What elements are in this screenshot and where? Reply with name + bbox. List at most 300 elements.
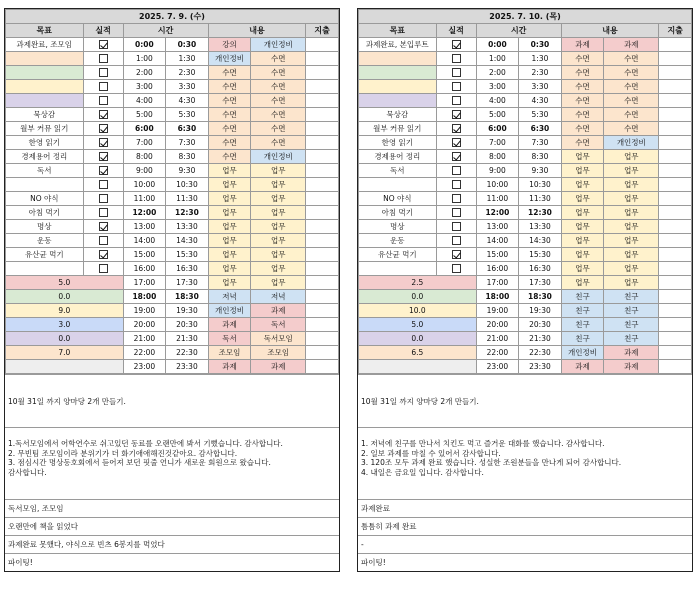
- gratitude-line: 1. 저녁에 친구를 만나서 치킨도 먹고 즐거운 대화를 했습니다. 감사합니다.: [361, 439, 605, 448]
- spend-cell[interactable]: [306, 38, 339, 52]
- score-cell[interactable]: 10.0: [359, 304, 477, 318]
- checkbox[interactable]: [452, 40, 461, 49]
- gratitude-line: 감사합니다.: [8, 467, 47, 477]
- spend-cell[interactable]: [659, 276, 692, 290]
- summary-line2[interactable]: 틈틈히 과제 완료: [358, 517, 692, 535]
- start-time: 20:00: [476, 318, 519, 332]
- checkbox[interactable]: [452, 96, 461, 105]
- activity-second-half[interactable]: 업무: [604, 206, 659, 220]
- spend-cell[interactable]: [306, 150, 339, 164]
- table-row: [6, 150, 339, 164]
- activity-first-half[interactable]: 업무: [561, 248, 604, 262]
- spend-cell[interactable]: [659, 346, 692, 360]
- end-time: 10:30: [166, 178, 209, 192]
- activity-first-half[interactable]: 친구: [561, 304, 604, 318]
- spend-cell[interactable]: [659, 220, 692, 234]
- activity-first-half[interactable]: 업무: [208, 178, 251, 192]
- long-term-goal[interactable]: [358, 374, 692, 427]
- goal-cell[interactable]: 경제용어 정리: [6, 150, 84, 164]
- spend-cell[interactable]: [306, 290, 339, 304]
- activity-second-half[interactable]: 과제: [251, 304, 306, 318]
- spend-cell[interactable]: [306, 164, 339, 178]
- spend-cell[interactable]: [306, 80, 339, 94]
- score-cell[interactable]: 7.0: [6, 346, 124, 360]
- goal-cell[interactable]: 명상: [359, 220, 437, 234]
- activity-first-half[interactable]: 수면: [208, 122, 251, 136]
- goal-cell[interactable]: 과제완료, 조모임: [6, 38, 84, 52]
- checkbox[interactable]: [99, 124, 108, 133]
- start-time: 16:00: [123, 262, 166, 276]
- spend-cell[interactable]: [659, 150, 692, 164]
- spend-cell[interactable]: [306, 136, 339, 150]
- checkbox[interactable]: [452, 166, 461, 175]
- goal-cell[interactable]: [359, 52, 437, 66]
- end-time: 19:30: [166, 304, 209, 318]
- goal-cell[interactable]: [6, 178, 84, 192]
- spend-cell[interactable]: [659, 80, 692, 94]
- date-header: 2025. 7. 9. (수): [6, 10, 339, 24]
- spend-cell[interactable]: [659, 66, 692, 80]
- summary-line4[interactable]: 파이팅!: [5, 553, 339, 571]
- score-cell[interactable]: 9.0: [6, 304, 124, 318]
- activity-first-half[interactable]: 업무: [561, 206, 604, 220]
- summary-line3[interactable]: 과제완료 못했다, 야식으로 빈츠 6봉지를 먹었다: [5, 535, 339, 553]
- activity-first-half[interactable]: 과제: [208, 360, 251, 374]
- table-row: [6, 290, 339, 304]
- activity-first-half[interactable]: 수면: [208, 66, 251, 80]
- activity-second-half[interactable]: 수면: [604, 94, 659, 108]
- table-row: [359, 318, 692, 332]
- activity-first-half[interactable]: 업무: [561, 164, 604, 178]
- end-time: 5:30: [166, 108, 209, 122]
- gratitude-line: 2. 무빈팀 조모임이라 분위기가 더 화기애애해진것같아요. 감사합니다.: [8, 448, 238, 458]
- activity-second-half[interactable]: 수면: [604, 80, 659, 94]
- spend-cell[interactable]: [659, 164, 692, 178]
- score-cell[interactable]: [359, 360, 477, 374]
- spend-cell[interactable]: [659, 178, 692, 192]
- score-cell[interactable]: 3.0: [6, 318, 124, 332]
- spend-cell[interactable]: [306, 122, 339, 136]
- goal-cell[interactable]: 운동: [6, 234, 84, 248]
- spend-cell[interactable]: [306, 262, 339, 276]
- table-row: [359, 136, 692, 150]
- end-time: 6:30: [519, 122, 562, 136]
- activity-first-half[interactable]: 수면: [208, 150, 251, 164]
- spend-cell[interactable]: [306, 206, 339, 220]
- start-time: 11:00: [123, 192, 166, 206]
- checkbox[interactable]: [452, 180, 461, 189]
- checkbox[interactable]: [99, 208, 108, 217]
- spend-cell[interactable]: [659, 262, 692, 276]
- activity-first-half[interactable]: 조모임: [208, 346, 251, 360]
- checkbox[interactable]: [452, 152, 461, 161]
- activity-second-half[interactable]: 업무: [251, 206, 306, 220]
- start-time: 22:00: [476, 346, 519, 360]
- end-time: 2:30: [519, 66, 562, 80]
- start-time: 14:00: [123, 234, 166, 248]
- activity-second-half[interactable]: 수면: [604, 122, 659, 136]
- activity-second-half[interactable]: 과제: [251, 360, 306, 374]
- table-row: [6, 276, 339, 290]
- goal-cell[interactable]: [359, 80, 437, 94]
- day-sheet-right: [357, 8, 693, 572]
- activity-second-half[interactable]: 수면: [251, 80, 306, 94]
- activity-second-half[interactable]: 업무: [251, 220, 306, 234]
- checkbox[interactable]: [452, 208, 461, 217]
- activity-second-half[interactable]: 업무: [604, 164, 659, 178]
- activity-second-half[interactable]: 업무: [604, 248, 659, 262]
- checkbox[interactable]: [99, 82, 108, 91]
- activity-first-half[interactable]: 업무: [561, 262, 604, 276]
- spend-cell[interactable]: [306, 248, 339, 262]
- activity-second-half[interactable]: 독서모임: [251, 332, 306, 346]
- goal-header: 목표: [359, 24, 437, 38]
- goal-cell[interactable]: 과제완료, 본입루트: [359, 38, 437, 52]
- activity-first-half[interactable]: 수면: [561, 94, 604, 108]
- activity-first-half[interactable]: 수면: [561, 80, 604, 94]
- activity-first-half[interactable]: 친구: [561, 290, 604, 304]
- start-time: 11:00: [476, 192, 519, 206]
- activity-first-half[interactable]: 과제: [561, 38, 604, 52]
- goal-cell[interactable]: NO 야식: [6, 192, 84, 206]
- checkbox[interactable]: [452, 222, 461, 231]
- summary-line1[interactable]: 독서모임, 조모임: [5, 499, 339, 517]
- activity-first-half[interactable]: 수면: [208, 136, 251, 150]
- activity-second-half[interactable]: 수면: [251, 122, 306, 136]
- activity-first-half[interactable]: 과제: [561, 360, 604, 374]
- start-time: 13:00: [476, 220, 519, 234]
- checkbox[interactable]: [99, 250, 108, 259]
- checkbox[interactable]: [99, 166, 108, 175]
- spend-cell[interactable]: [306, 346, 339, 360]
- spend-cell[interactable]: [306, 66, 339, 80]
- spend-cell[interactable]: [306, 192, 339, 206]
- activity-first-half[interactable]: 수면: [561, 122, 604, 136]
- table-row: [6, 136, 339, 150]
- activity-first-half[interactable]: 업무: [208, 206, 251, 220]
- goal-cell[interactable]: 월부 커뮤 읽기: [359, 122, 437, 136]
- score-cell[interactable]: 6.5: [359, 346, 477, 360]
- checkbox[interactable]: [452, 110, 461, 119]
- activity-first-half[interactable]: 수면: [561, 136, 604, 150]
- activity-first-half[interactable]: 수면: [561, 66, 604, 80]
- score-cell[interactable]: 0.0: [359, 290, 477, 304]
- goal-cell[interactable]: NO 야식: [359, 192, 437, 206]
- done-cell: [83, 248, 123, 262]
- activity-first-half[interactable]: 수면: [208, 108, 251, 122]
- activity-second-half[interactable]: 수면: [251, 108, 306, 122]
- gratitude-notes[interactable]: [5, 427, 339, 499]
- activity-second-half[interactable]: 친구: [604, 332, 659, 346]
- spend-cell[interactable]: [306, 304, 339, 318]
- activity-second-half[interactable]: 수면: [604, 66, 659, 80]
- goal-cell[interactable]: 월부 커뮤 읽기: [6, 122, 84, 136]
- activity-first-half[interactable]: 업무: [208, 192, 251, 206]
- table-row: [6, 332, 339, 346]
- activity-first-half[interactable]: 업무: [561, 150, 604, 164]
- goal-cell[interactable]: 아침 먹기: [6, 206, 84, 220]
- activity-second-half[interactable]: 업무: [251, 234, 306, 248]
- checkbox[interactable]: [99, 110, 108, 119]
- end-time: 23:30: [166, 360, 209, 374]
- activity-first-half[interactable]: 독서: [208, 332, 251, 346]
- table-row: [6, 262, 339, 276]
- goal-cell[interactable]: 독서: [6, 164, 84, 178]
- goal-cell[interactable]: [6, 52, 84, 66]
- activity-second-half[interactable]: 개인정비: [251, 150, 306, 164]
- activity-first-half[interactable]: 개인정비: [561, 346, 604, 360]
- activity-first-half[interactable]: 업무: [208, 276, 251, 290]
- goal-cell[interactable]: 묵상감: [359, 108, 437, 122]
- activity-second-half[interactable]: 업무: [604, 234, 659, 248]
- spend-cell[interactable]: [659, 206, 692, 220]
- gratitude-notes[interactable]: [358, 427, 692, 499]
- activity-second-half[interactable]: 수면: [604, 52, 659, 66]
- summary-line1[interactable]: 과제완료: [358, 499, 692, 517]
- score-cell[interactable]: 0.0: [6, 332, 124, 346]
- activity-second-half[interactable]: 업무: [604, 178, 659, 192]
- checkbox[interactable]: [99, 138, 108, 147]
- activity-first-half[interactable]: 업무: [561, 220, 604, 234]
- spend-cell[interactable]: [306, 360, 339, 374]
- spend-cell[interactable]: [659, 38, 692, 52]
- spend-cell[interactable]: [659, 304, 692, 318]
- activity-first-half[interactable]: 수면: [208, 80, 251, 94]
- end-time: 0:30: [519, 38, 562, 52]
- activity-second-half[interactable]: 개인정비: [251, 38, 306, 52]
- checkbox[interactable]: [99, 152, 108, 161]
- end-time: 16:30: [166, 262, 209, 276]
- goal-cell[interactable]: 경제용어 정리: [359, 150, 437, 164]
- activity-first-half[interactable]: 수면: [561, 108, 604, 122]
- goal-cell[interactable]: [359, 262, 437, 276]
- end-time: 21:30: [519, 332, 562, 346]
- table-row: [359, 38, 692, 52]
- end-time: 13:30: [519, 220, 562, 234]
- end-time: 13:30: [166, 220, 209, 234]
- day-sheet-left: [4, 8, 340, 572]
- spend-cell[interactable]: [659, 192, 692, 206]
- done-cell: [83, 136, 123, 150]
- activity-second-half[interactable]: 저녁: [251, 290, 306, 304]
- goal-cell[interactable]: [359, 94, 437, 108]
- spend-cell[interactable]: [306, 108, 339, 122]
- table-row: [6, 122, 339, 136]
- goal-cell[interactable]: 유산균 먹기: [6, 248, 84, 262]
- activity-first-half[interactable]: 과제: [208, 318, 251, 332]
- table-row: [6, 38, 339, 52]
- spend-cell[interactable]: [659, 318, 692, 332]
- activity-second-half[interactable]: 수면: [251, 94, 306, 108]
- goal-cell[interactable]: 독서: [359, 164, 437, 178]
- activity-second-half[interactable]: 수면: [251, 136, 306, 150]
- spend-header: 지출: [659, 24, 692, 38]
- start-time: 8:00: [476, 150, 519, 164]
- spend-cell[interactable]: [306, 318, 339, 332]
- activity-first-half[interactable]: 수면: [208, 94, 251, 108]
- activity-second-half[interactable]: 업무: [604, 150, 659, 164]
- done-header: 실적: [83, 24, 123, 38]
- activity-first-half[interactable]: 업무: [208, 234, 251, 248]
- goal-cell[interactable]: 유산균 먹기: [359, 248, 437, 262]
- activity-second-half[interactable]: 업무: [251, 262, 306, 276]
- start-time: 3:00: [476, 80, 519, 94]
- activity-first-half[interactable]: 업무: [208, 248, 251, 262]
- score-cell[interactable]: 0.0: [6, 290, 124, 304]
- activity-first-half[interactable]: 저녁: [208, 290, 251, 304]
- done-cell: [436, 136, 476, 150]
- spend-cell[interactable]: [306, 332, 339, 346]
- start-time: 0:00: [123, 38, 166, 52]
- done-cell: [83, 38, 123, 52]
- activity-second-half[interactable]: 수면: [251, 66, 306, 80]
- score-cell[interactable]: 5.0: [359, 318, 477, 332]
- end-time: 16:30: [519, 262, 562, 276]
- checkbox[interactable]: [99, 54, 108, 63]
- done-cell: [436, 80, 476, 94]
- activity-first-half[interactable]: 업무: [208, 164, 251, 178]
- checkbox[interactable]: [452, 264, 461, 273]
- spend-cell[interactable]: [306, 94, 339, 108]
- activity-second-half[interactable]: 업무: [604, 276, 659, 290]
- long-term-goal[interactable]: [5, 374, 339, 427]
- table-row: [359, 304, 692, 318]
- activity-second-half[interactable]: 업무: [604, 192, 659, 206]
- activity-first-half[interactable]: 업무: [561, 276, 604, 290]
- checkbox[interactable]: [452, 124, 461, 133]
- activity-first-half[interactable]: 업무: [561, 192, 604, 206]
- activity-second-half[interactable]: 과제: [604, 346, 659, 360]
- checkbox[interactable]: [99, 180, 108, 189]
- checkbox[interactable]: [452, 250, 461, 259]
- activity-second-half[interactable]: 업무: [251, 178, 306, 192]
- activity-second-half[interactable]: 과제: [604, 38, 659, 52]
- activity-first-half[interactable]: 개인정비: [208, 304, 251, 318]
- table-row: [359, 150, 692, 164]
- score-cell[interactable]: 5.0: [6, 276, 124, 290]
- activity-second-half[interactable]: 업무: [604, 220, 659, 234]
- checkbox[interactable]: [99, 40, 108, 49]
- activity-second-half[interactable]: 수면: [251, 52, 306, 66]
- summary-line2[interactable]: 오랜만에 책을 읽었다: [5, 517, 339, 535]
- checkbox[interactable]: [452, 54, 461, 63]
- checkbox[interactable]: [99, 96, 108, 105]
- activity-second-half[interactable]: 친구: [604, 290, 659, 304]
- activity-second-half[interactable]: 수면: [604, 108, 659, 122]
- spend-cell[interactable]: [659, 290, 692, 304]
- activity-second-half[interactable]: 업무: [251, 192, 306, 206]
- done-cell: [436, 38, 476, 52]
- activity-first-half[interactable]: 친구: [561, 332, 604, 346]
- activity-first-half[interactable]: 수면: [561, 52, 604, 66]
- checkbox[interactable]: [99, 222, 108, 231]
- content-header: 내용: [208, 24, 306, 38]
- score-cell[interactable]: [6, 360, 124, 374]
- checkbox[interactable]: [99, 194, 108, 203]
- end-time: 10:30: [519, 178, 562, 192]
- goal-cell[interactable]: 한영 읽기: [6, 136, 84, 150]
- activity-first-half[interactable]: 강의: [208, 38, 251, 52]
- checkbox[interactable]: [99, 264, 108, 273]
- spend-cell[interactable]: [659, 136, 692, 150]
- activity-first-half[interactable]: 업무: [208, 220, 251, 234]
- done-cell: [83, 66, 123, 80]
- activity-first-half[interactable]: 업무: [561, 178, 604, 192]
- summary-line4[interactable]: 파이팅!: [358, 553, 692, 571]
- goal-cell[interactable]: [6, 94, 84, 108]
- goal-cell[interactable]: [359, 178, 437, 192]
- checkbox[interactable]: [452, 194, 461, 203]
- activity-second-half[interactable]: 조모임: [251, 346, 306, 360]
- activity-second-half[interactable]: 친구: [604, 318, 659, 332]
- done-cell: [436, 94, 476, 108]
- checkbox[interactable]: [99, 68, 108, 77]
- activity-first-half[interactable]: 개인정비: [208, 52, 251, 66]
- score-cell[interactable]: 2.5: [359, 276, 477, 290]
- spend-cell[interactable]: [306, 178, 339, 192]
- spend-cell[interactable]: [306, 234, 339, 248]
- checkbox[interactable]: [452, 68, 461, 77]
- spend-cell[interactable]: [659, 360, 692, 374]
- spend-cell[interactable]: [659, 332, 692, 346]
- spend-cell[interactable]: [306, 52, 339, 66]
- spend-cell[interactable]: [306, 220, 339, 234]
- start-time: 18:00: [123, 290, 166, 304]
- end-time: 22:30: [519, 346, 562, 360]
- spend-cell[interactable]: [659, 122, 692, 136]
- done-cell: [436, 192, 476, 206]
- activity-second-half[interactable]: 업무: [251, 276, 306, 290]
- goal-cell[interactable]: 한영 읽기: [359, 136, 437, 150]
- activity-first-half[interactable]: 업무: [561, 234, 604, 248]
- checkbox[interactable]: [452, 138, 461, 147]
- activity-second-half[interactable]: 과제: [604, 360, 659, 374]
- spend-cell[interactable]: [659, 248, 692, 262]
- start-time: 21:00: [476, 332, 519, 346]
- spend-cell[interactable]: [659, 52, 692, 66]
- goal-cell[interactable]: [6, 66, 84, 80]
- start-time: 23:00: [476, 360, 519, 374]
- goal-cell[interactable]: 아침 먹기: [359, 206, 437, 220]
- spend-cell[interactable]: [659, 108, 692, 122]
- goal-cell[interactable]: 명상: [6, 220, 84, 234]
- spend-cell[interactable]: [306, 276, 339, 290]
- activity-second-half[interactable]: 친구: [604, 304, 659, 318]
- activity-second-half[interactable]: 업무: [251, 248, 306, 262]
- spend-cell[interactable]: [659, 234, 692, 248]
- end-time: 1:30: [519, 52, 562, 66]
- activity-second-half[interactable]: 업무: [251, 164, 306, 178]
- checkbox[interactable]: [452, 236, 461, 245]
- checkbox[interactable]: [452, 82, 461, 91]
- checkbox[interactable]: [99, 236, 108, 245]
- score-cell[interactable]: 0.0: [359, 332, 477, 346]
- goal-cell[interactable]: 운동: [359, 234, 437, 248]
- activity-first-half[interactable]: 업무: [208, 262, 251, 276]
- activity-first-half[interactable]: 친구: [561, 318, 604, 332]
- activity-second-half[interactable]: 독서: [251, 318, 306, 332]
- summary-line3[interactable]: -: [358, 535, 692, 553]
- activity-second-half[interactable]: 업무: [604, 262, 659, 276]
- done-header: 실적: [436, 24, 476, 38]
- goal-cell[interactable]: 묵상감: [6, 108, 84, 122]
- goal-cell[interactable]: [359, 66, 437, 80]
- goal-cell[interactable]: [6, 262, 84, 276]
- spend-cell[interactable]: [659, 94, 692, 108]
- activity-second-half[interactable]: 개인정비: [604, 136, 659, 150]
- goal-cell[interactable]: [6, 80, 84, 94]
- done-cell: [436, 234, 476, 248]
